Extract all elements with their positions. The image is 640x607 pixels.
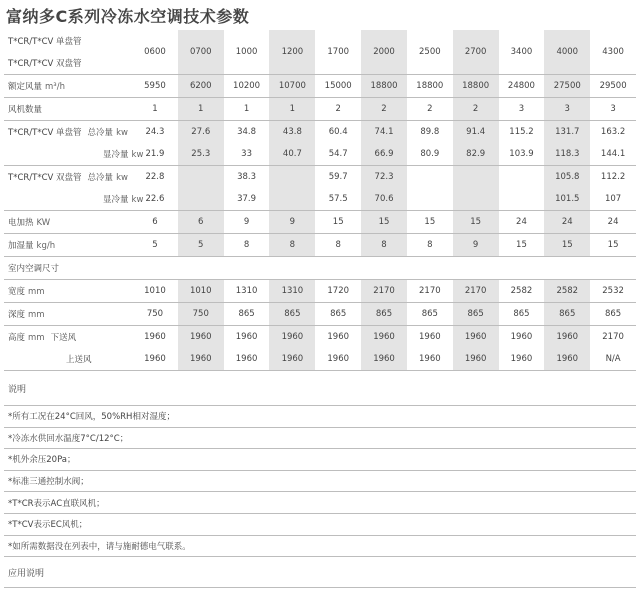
note-row — [4, 406, 636, 428]
value-cell: 38.3 — [237, 172, 257, 182]
value-cell — [453, 188, 499, 211]
model-header: 1000 — [224, 30, 270, 75]
row-height-up — [4, 348, 636, 371]
value-cell: 15000 — [315, 75, 361, 98]
value-cell: 9 — [453, 234, 499, 257]
value-cell: 33 — [224, 143, 270, 166]
value-cell: 24.3 — [145, 127, 165, 137]
row-label — [4, 166, 132, 189]
row-label-text: T*CR/T*CV 双盘管 — [8, 173, 82, 183]
row-width — [4, 280, 636, 303]
row-sublabel: 下送风 — [50, 333, 77, 343]
row-unit: mm — [28, 310, 45, 320]
value-cell: 82.9 — [453, 143, 499, 166]
notes-title-row — [4, 371, 636, 406]
value-cell: 118.3 — [544, 143, 590, 166]
value-cell: 163.2 — [600, 127, 626, 137]
value-cell: 2 — [361, 98, 407, 121]
value-cell: 15 — [453, 211, 499, 234]
row-label — [4, 326, 132, 349]
row-double-sensible — [4, 188, 636, 211]
row-label — [4, 303, 132, 326]
value-cell: 54.7 — [315, 143, 361, 166]
row-single-total — [4, 121, 636, 144]
model-header: 1700 — [315, 30, 361, 75]
row-unit: kw — [131, 150, 144, 160]
value-cell: 865 — [224, 303, 270, 326]
value-cell: 2170 — [407, 280, 453, 303]
row-unit: mm — [28, 333, 45, 343]
value-cell: 144.1 — [590, 143, 636, 166]
value-cell: 1010 — [178, 280, 224, 303]
value-cell: 74.1 — [361, 121, 407, 144]
value-cell: 1310 — [269, 280, 315, 303]
value-cell: 8 — [315, 234, 361, 257]
note-row — [4, 449, 636, 471]
row-sublabel: 上送风 — [4, 348, 132, 371]
value-cell: 15 — [315, 211, 361, 234]
value-cell: 2 — [407, 98, 453, 121]
value-cell: 89.8 — [420, 127, 440, 137]
value-cell: 1960 — [132, 348, 178, 371]
value-cell: 2582 — [499, 280, 545, 303]
value-cell — [407, 166, 453, 189]
value-cell: 40.7 — [269, 143, 315, 166]
row-label-text: 风机数量 — [8, 105, 43, 115]
note-row — [4, 427, 636, 449]
model-header: 2700 — [453, 30, 499, 75]
row-label — [4, 234, 132, 257]
value-cell: 29500 — [590, 75, 636, 98]
value-cell: 865 — [269, 303, 315, 326]
row-label-text: T*CR/T*CV 单盘管 — [8, 37, 82, 47]
value-cell: 27500 — [544, 75, 590, 98]
value-cell: 8 — [269, 234, 315, 257]
value-cell — [453, 166, 499, 189]
value-cell: 1 — [224, 98, 270, 121]
value-cell: 27.6 — [178, 121, 224, 144]
value-cell — [499, 166, 545, 189]
row-sublabel: 显冷量 — [103, 195, 129, 205]
value-cell — [269, 166, 315, 189]
row-label-text: T*CR/T*CV 双盘管 — [8, 59, 82, 69]
value-cell: 750 — [178, 303, 224, 326]
note-row — [4, 470, 636, 492]
row-label — [4, 121, 132, 144]
note-text: *T*CV表示EC风机； — [4, 513, 636, 535]
value-cell: 22.6 — [132, 188, 178, 211]
value-cell: 2170 — [361, 280, 407, 303]
value-cell: 22.8 — [145, 172, 165, 182]
section-heading: 室内空调尺寸 — [4, 257, 636, 280]
value-cell: 8 — [361, 234, 407, 257]
value-cell: 1960 — [419, 332, 441, 342]
value-cell: 24800 — [499, 75, 545, 98]
value-cell: 865 — [407, 303, 453, 326]
row-label-text: 深度 — [8, 310, 26, 320]
row-depth — [4, 303, 636, 326]
note-text: *冷冻水供回水温度7°C/12°C； — [4, 427, 636, 449]
value-cell: 18800 — [407, 75, 453, 98]
value-cell: 1960 — [361, 348, 407, 371]
model-header: 4300 — [590, 30, 636, 75]
value-cell: 3 — [590, 98, 636, 121]
value-cell: 59.7 — [328, 172, 348, 182]
value-cell: 2170 — [453, 280, 499, 303]
value-cell: 72.3 — [361, 166, 407, 189]
notes-title: 说明 — [4, 371, 636, 406]
row-single-sensible — [4, 143, 636, 166]
value-cell: 1960 — [235, 332, 258, 342]
row-unit: kw — [116, 173, 128, 183]
value-cell: 43.8 — [269, 121, 315, 144]
value-cell — [178, 166, 224, 189]
value-cell: 3 — [544, 98, 590, 121]
model-header: 3400 — [499, 30, 545, 75]
row-height-down — [4, 326, 636, 349]
note-text: *如所需数据没在列表中，请与施耐德电气联系。 — [4, 535, 636, 557]
row-label-text: 宽度 — [8, 287, 26, 297]
model-header: 2000 — [361, 30, 407, 75]
app-title-row — [4, 557, 636, 588]
note-text: *T*CR表示AC直联风机； — [4, 492, 636, 514]
row-label — [4, 30, 132, 52]
value-cell: 1960 — [544, 326, 590, 349]
note-row — [4, 513, 636, 535]
value-cell: 1010 — [132, 280, 178, 303]
value-cell: 865 — [590, 303, 636, 326]
row-label — [4, 280, 132, 303]
value-cell: 1 — [178, 98, 224, 121]
value-cell: 1960 — [315, 348, 361, 371]
value-cell: 15 — [499, 234, 545, 257]
app-title: 应用说明 — [4, 557, 636, 588]
value-cell: 24 — [544, 211, 590, 234]
model-header: 4000 — [544, 30, 590, 75]
row-heater — [4, 211, 636, 234]
value-cell — [499, 188, 545, 211]
model-header: 1200 — [269, 30, 315, 75]
value-cell: 18800 — [453, 75, 499, 98]
value-cell: 6200 — [178, 75, 224, 98]
value-cell: 91.4 — [453, 121, 499, 144]
model-header: 2500 — [407, 30, 453, 75]
value-cell: 1960 — [178, 326, 224, 349]
row-label — [4, 52, 132, 75]
value-cell: 1960 — [361, 326, 407, 349]
value-cell: 1 — [269, 98, 315, 121]
value-cell: 15 — [590, 234, 636, 257]
value-cell: 2 — [453, 98, 499, 121]
page-title: 富纳多C系列冷冻水空调技术参数 — [6, 7, 250, 26]
value-cell: 131.7 — [544, 121, 590, 144]
value-cell: 15 — [407, 211, 453, 234]
note-row — [4, 492, 636, 514]
value-cell: 2 — [315, 98, 361, 121]
row-label — [4, 98, 132, 121]
row-label-text: 电加热 — [8, 218, 34, 228]
row-airflow — [4, 75, 636, 98]
value-cell: 1 — [132, 98, 178, 121]
value-cell: 112.2 — [600, 172, 626, 182]
value-cell: 1960 — [144, 332, 166, 342]
value-cell — [269, 188, 315, 211]
value-cell: 34.8 — [237, 127, 257, 137]
row-label — [4, 75, 132, 98]
value-cell: 37.9 — [224, 188, 270, 211]
value-cell: 8 — [224, 234, 270, 257]
value-cell: 1960 — [510, 332, 533, 342]
model-header: 0700 — [178, 30, 224, 75]
header-row — [4, 30, 636, 52]
value-cell: 2170 — [602, 332, 624, 342]
value-cell: 66.9 — [361, 143, 407, 166]
note-text: *所有工况在24°C回风，50%RH相对湿度； — [4, 406, 636, 428]
value-cell: 107 — [590, 188, 636, 211]
value-cell: 24 — [590, 211, 636, 234]
value-cell: 103.9 — [499, 143, 545, 166]
value-cell: 1960 — [544, 348, 590, 371]
value-cell: 18800 — [361, 75, 407, 98]
value-cell: 1960 — [499, 348, 545, 371]
note-text: *标准三通控制水阀； — [4, 470, 636, 492]
value-cell: 1960 — [178, 348, 224, 371]
value-cell — [407, 188, 453, 211]
value-cell: 1960 — [224, 348, 270, 371]
value-cell: 865 — [361, 303, 407, 326]
value-cell: 1960 — [327, 332, 350, 342]
value-cell: 101.5 — [544, 188, 590, 211]
value-cell: 3 — [499, 98, 545, 121]
value-cell: 10700 — [269, 75, 315, 98]
row-label-text: 加湿量 — [8, 241, 34, 251]
value-cell: 1960 — [269, 348, 315, 371]
row-sublabel: 总冷量 — [87, 173, 114, 183]
row-label-text: 高度 — [8, 333, 26, 343]
value-cell: 6 — [132, 211, 178, 234]
row-humidifier — [4, 234, 636, 257]
value-cell: 6 — [178, 211, 224, 234]
row-unit: kw — [116, 128, 128, 138]
value-cell: 1310 — [224, 280, 270, 303]
value-cell: 80.9 — [407, 143, 453, 166]
value-cell: 1960 — [453, 326, 499, 349]
row-indoor-size — [4, 257, 636, 280]
value-cell: 60.4 — [328, 127, 348, 137]
value-cell: 105.8 — [544, 166, 590, 189]
value-cell: 1960 — [269, 326, 315, 349]
value-cell: 115.2 — [509, 127, 534, 137]
row-sublabel: 显冷量 — [103, 150, 129, 160]
value-cell: 15 — [544, 234, 590, 257]
row-unit: KW — [36, 218, 51, 228]
value-cell: 9 — [224, 211, 270, 234]
row-label-text: 额定风量 — [8, 82, 43, 92]
value-cell — [178, 188, 224, 211]
row-label — [4, 143, 144, 166]
row-label — [4, 188, 144, 211]
value-cell: 865 — [499, 303, 545, 326]
value-cell: 750 — [132, 303, 178, 326]
value-cell: 5 — [178, 234, 224, 257]
value-cell: 865 — [453, 303, 499, 326]
value-cell: 1720 — [315, 280, 361, 303]
value-cell: 25.3 — [178, 143, 224, 166]
row-unit: m³/h — [45, 82, 65, 92]
value-cell: 8 — [407, 234, 453, 257]
row-sublabel: 总冷量 — [87, 128, 114, 138]
value-cell: 1960 — [407, 348, 453, 371]
row-label — [4, 211, 132, 234]
value-cell: 9 — [269, 211, 315, 234]
value-cell: 57.5 — [315, 188, 361, 211]
value-cell: 5950 — [132, 75, 178, 98]
note-text: *机外余压20Pa； — [4, 449, 636, 471]
model-header: 0600 — [132, 30, 178, 75]
value-cell: 865 — [544, 303, 590, 326]
spec-table — [4, 30, 636, 588]
note-row — [4, 535, 636, 557]
row-label-text: T*CR/T*CV 单盘管 — [8, 128, 82, 138]
row-unit: mm — [28, 287, 45, 297]
row-unit: kg/h — [36, 241, 56, 251]
value-cell: 10200 — [224, 75, 270, 98]
value-cell: N/A — [590, 348, 636, 371]
row-fans — [4, 98, 636, 121]
value-cell: 21.9 — [132, 143, 178, 166]
row-double-total — [4, 166, 636, 189]
value-cell: 15 — [361, 211, 407, 234]
row-unit: kw — [131, 195, 144, 205]
value-cell: 2532 — [590, 280, 636, 303]
value-cell: 1960 — [453, 348, 499, 371]
value-cell: 70.6 — [361, 188, 407, 211]
value-cell: 24 — [499, 211, 545, 234]
value-cell: 5 — [132, 234, 178, 257]
value-cell: 865 — [315, 303, 361, 326]
value-cell: 2582 — [544, 280, 590, 303]
